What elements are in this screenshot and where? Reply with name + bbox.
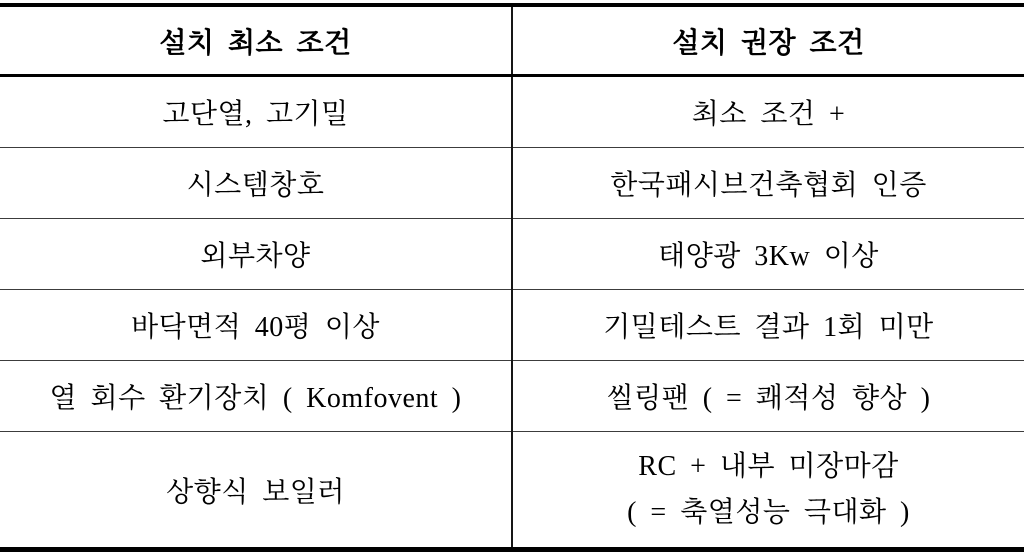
cell-recommended-condition [512, 432, 1024, 550]
cell-line-2: ( = 축열성능 극대화 ) [627, 496, 910, 528]
cell-line-1: RC + 내부 미장마감 [638, 450, 899, 482]
cell-recommended-condition: 씰링팬 ( = 쾌적성 향상 ) [512, 361, 1024, 432]
table-row [0, 219, 1024, 290]
cell-recommended-condition: 기밀테스트 결과 1회 미만 [512, 290, 1024, 361]
table-row [0, 361, 1024, 432]
cell-min-condition: 고단열, 고기밀 [0, 76, 512, 148]
cell-min-condition: 상향식 보일러 [0, 432, 512, 550]
column-header-min-conditions: 설치 최소 조건 [0, 5, 512, 76]
header-row [0, 5, 1024, 76]
table-row [0, 290, 1024, 361]
conditions-table [0, 3, 1024, 552]
cell-recommended-condition: 최소 조건 + [512, 76, 1024, 148]
cell-recommended-condition: 한국패시브건축협회 인증 [512, 148, 1024, 219]
table-row [0, 76, 1024, 148]
table-row [0, 148, 1024, 219]
column-header-recommended-conditions: 설치 권장 조건 [512, 5, 1024, 76]
cell-min-condition: 바닥면적 40평 이상 [0, 290, 512, 361]
cell-min-condition: 시스템창호 [0, 148, 512, 219]
cell-recommended-condition: 태양광 3Kw 이상 [512, 219, 1024, 290]
table-row [0, 432, 1024, 550]
cell-min-condition: 외부차양 [0, 219, 512, 290]
cell-min-condition: 열 회수 환기장치 ( Komfovent ) [0, 361, 512, 432]
